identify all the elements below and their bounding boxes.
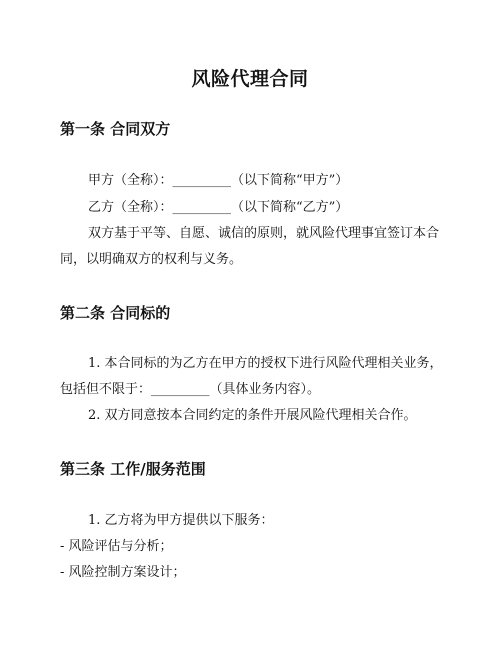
paragraph-subject-line1: 1. 本合同标的为乙方在甲方的授权下进行风险代理相关业务， bbox=[88, 356, 443, 371]
paragraph-principle-line1: 双方基于平等、自愿、诚信的原则，就风险代理事宜签订本合 bbox=[88, 226, 440, 241]
paragraph-subject-line2: 包括但不限于：_________（具体业务内容）。 bbox=[60, 382, 321, 397]
section-heading-scope: 第三条 工作/服务范围 bbox=[60, 460, 206, 478]
section-heading-subject: 第二条 合同标的 bbox=[60, 304, 171, 322]
document-title: 风险代理合同 bbox=[191, 68, 309, 90]
list-item-risk-assessment: - 风险评估与分析； bbox=[60, 539, 173, 554]
paragraph-party-a: 甲方（全称）：_________（以下简称“甲方”） bbox=[88, 173, 349, 188]
paragraph-scope-intro: 1. 乙方将为甲方提供以下服务： bbox=[88, 513, 274, 528]
paragraph-subject-agreement: 2. 双方同意按本合同约定的条件开展风险代理相关合作。 bbox=[88, 408, 417, 423]
paragraph-party-b: 乙方（全称）：_________（以下简称“乙方”） bbox=[88, 200, 349, 215]
paragraph-principle-line2: 同，以明确双方的权利与义务。 bbox=[60, 252, 243, 267]
section-heading-parties: 第一条 合同双方 bbox=[60, 120, 171, 138]
list-item-risk-control: - 风险控制方案设计； bbox=[60, 565, 186, 580]
